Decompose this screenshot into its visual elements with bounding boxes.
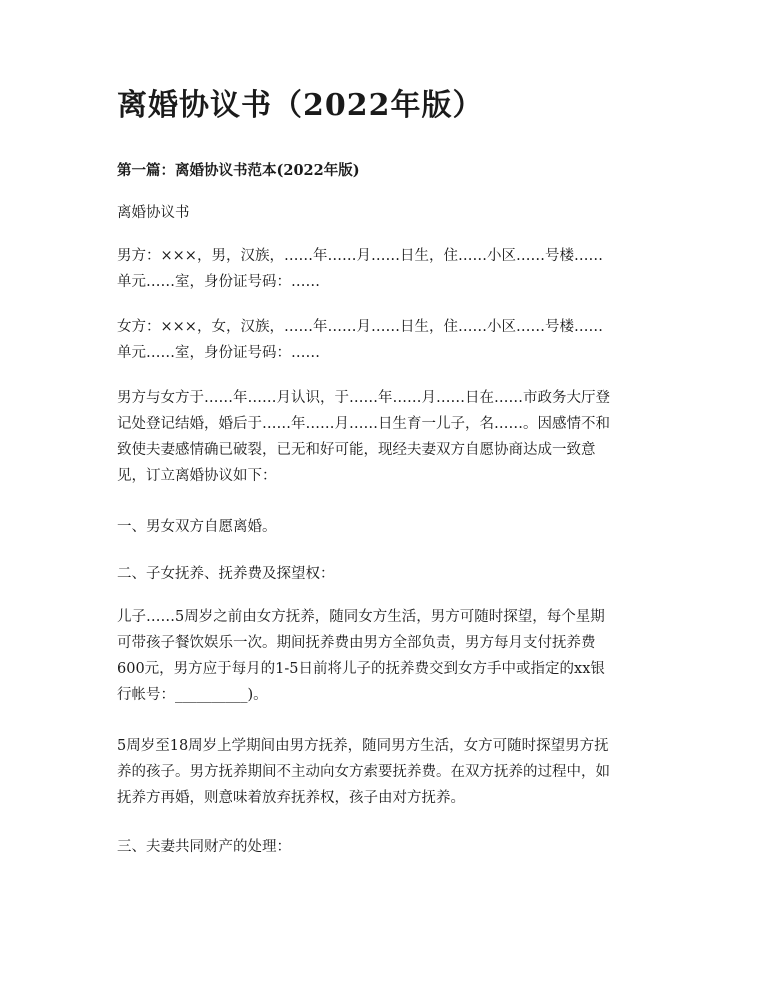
text-line: 男方与女方于……年……月认识，于……年……月……日在……市政务大厅登 — [117, 390, 610, 406]
document-title: 离婚协议书（2022年版） — [117, 88, 484, 123]
text-line: 600元，男方应于每月的1-5日前将儿子的抚养费交到女方手中或指定的xx银 — [117, 661, 605, 677]
text-line: 女方：×××，女，汉族，……年……月……日生，住……小区……号楼…… — [117, 319, 603, 335]
paragraph-clause-2 — [117, 561, 657, 587]
text-line: 男方：×××，男，汉族，……年……月……日生，住……小区……号楼…… — [117, 248, 603, 264]
paragraph-doc-name — [117, 200, 657, 226]
paragraph-male-party — [117, 243, 657, 295]
text-line: 记处登记结婚，婚后于……年……月……日生育一儿子，名……。因感情不和 — [117, 416, 610, 432]
text-line: 可带孩子餐饮娱乐一次。期间抚养费由男方全部负责，男方每月支付抚养费 — [117, 635, 596, 651]
paragraph-female-party — [117, 314, 657, 366]
text-line: 抚养方再婚，则意味着放弃抚养权，孩子由对方抚养。 — [117, 790, 465, 806]
text-line: 一、男女双方自愿离婚。 — [117, 519, 277, 535]
section-heading: 第一篇：离婚协议书范本(2022年版) — [117, 162, 360, 179]
text-line: 单元……室，身份证号码：…… — [117, 274, 320, 290]
paragraph-custody-before-5 — [117, 604, 657, 708]
paragraph-custody-5-to-18 — [117, 733, 657, 811]
text-line: 见，订立离婚协议如下： — [117, 468, 277, 484]
text-line: 行帐号：__________)。 — [117, 687, 268, 703]
paragraph-background — [117, 385, 657, 489]
text-line: 儿子……5周岁之前由女方抚养，随同女方生活，男方可随时探望，每个星期 — [117, 609, 605, 625]
text-line: 养的孩子。男方抚养期间不主动向女方索要抚养费。在双方抚养的过程中，如 — [117, 764, 610, 780]
text-line: 单元……室，身份证号码：…… — [117, 345, 320, 361]
text-line: 三、夫妻共同财产的处理： — [117, 839, 291, 855]
text-line: 二、子女抚养、抚养费及探望权： — [117, 566, 335, 582]
text-line: 致使夫妻感情确已破裂，已无和好可能，现经夫妻双方自愿协商达成一致意 — [117, 442, 596, 458]
paragraph-clause-3 — [117, 834, 657, 860]
text-line: 离婚协议书 — [117, 205, 190, 221]
text-line: 5周岁至18周岁上学期间由男方抚养，随同男方生活，女方可随时探望男方抚 — [117, 738, 609, 754]
paragraph-clause-1 — [117, 514, 657, 540]
